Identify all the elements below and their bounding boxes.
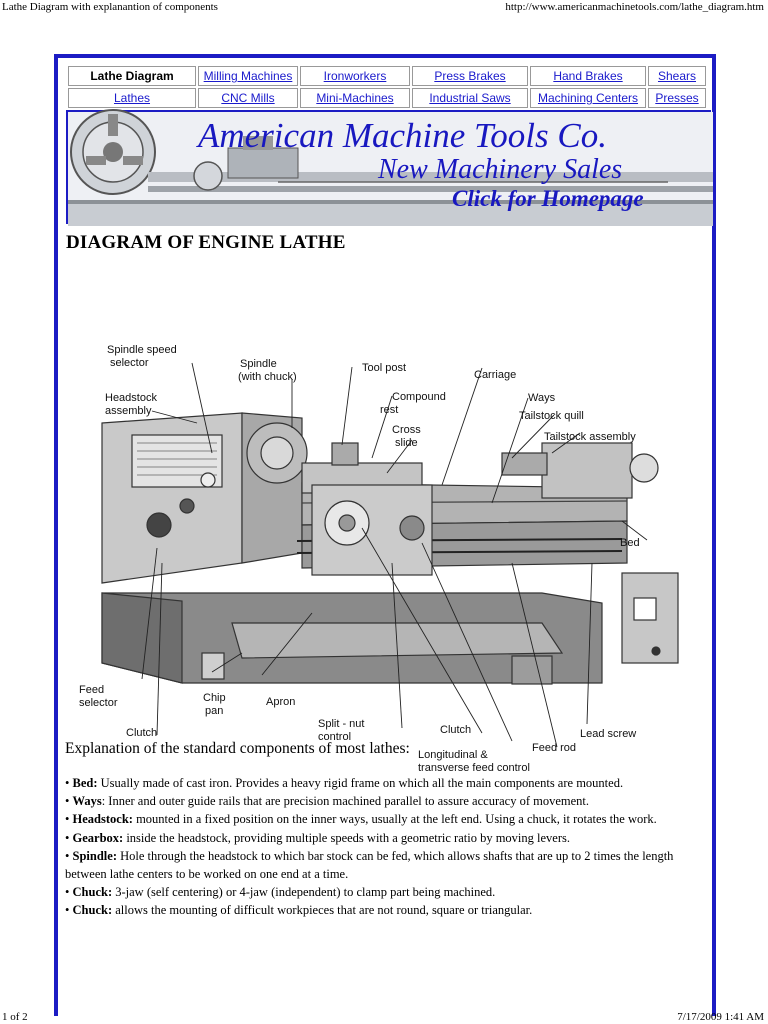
label-chip-pan-2: pan (205, 705, 224, 717)
component-desc: 3-jaw (self centering) or 4-jaw (independent) to clamp part being machined. (112, 885, 496, 900)
component-desc: : Inner and outer guide rails that are precision machined parallel to assure accuracy of movement. (101, 794, 590, 809)
component-desc: mounted in a fixed position on the inner ways, usually at the left end. Using a chuck, it rotates the work. (132, 812, 657, 827)
component-term: Gearbox: (72, 830, 124, 845)
label-compound-rest-1: Compound (392, 391, 446, 403)
print-header-url: http://www.americanmachinetools.com/lathe_diagram.htm (505, 1, 764, 13)
label-split-nut-2: control (318, 731, 352, 743)
nav-cell (530, 66, 646, 86)
label-chip-pan-1: Chip (203, 692, 226, 704)
component-item: • Headstock: mounted in a fixed position on the inner ways, usually at the left end. Using a chuck, it rotates the work. (65, 812, 657, 827)
label-feed-selector-1: Feed (79, 684, 105, 696)
label-spindle-1: Spindle (240, 358, 277, 370)
nav-link-industrial-saws[interactable]: Industrial Saws (429, 91, 511, 105)
nav-link-press-brakes[interactable]: Press Brakes (434, 69, 506, 83)
nav-cell (68, 88, 196, 108)
nav-link-ironworkers[interactable]: Ironworkers (323, 69, 387, 83)
nav-cell (300, 66, 410, 86)
label-tailstock-assembly: Tailstock assembly (544, 431, 636, 443)
nav-cell (412, 88, 528, 108)
component-desc: inside the headstock, providing multiple speeds with a geometric ratio by moving levers. (123, 830, 570, 845)
banner-tagline: New Machinery Sales (378, 154, 623, 185)
print-header-title: Lathe Diagram with explanantion of components (2, 1, 218, 13)
homepage-banner[interactable] (66, 110, 711, 224)
component-term: Ways (72, 794, 102, 809)
nav-link-machining-centers[interactable]: Machining Centers (537, 91, 639, 105)
banner-cta[interactable]: Click for Homepage (452, 186, 644, 211)
nav-link-lathes[interactable]: Lathes (113, 91, 151, 105)
label-ways: Ways (528, 392, 556, 404)
label-compound-rest-2: rest (380, 404, 399, 416)
nav-link-hand-brakes[interactable]: Hand Brakes (553, 69, 623, 83)
label-feed-rod: Feed rod (532, 742, 577, 754)
nav-cell (198, 66, 298, 86)
lathe-illustration (102, 413, 678, 684)
nav-cell (412, 66, 528, 86)
nav-cell (530, 88, 646, 108)
label-carriage: Carriage (474, 369, 517, 381)
component-term: Chuck: (72, 903, 113, 918)
nav-cell (648, 88, 706, 108)
nav-lathe-diagram: Lathe Diagram (68, 66, 196, 86)
explanation-heading: Explanation of the standard components of most lathes: (65, 740, 410, 757)
component-list (65, 774, 705, 920)
component-desc: Usually made of cast iron. Provides a heavy rigid frame on which all the main components are mounted. (97, 776, 624, 790)
nav-cell (300, 88, 410, 108)
label-split-nut-1: Split - nut (318, 718, 365, 730)
label-feed-selector-2: selector (79, 697, 118, 709)
label-bed: Bed (620, 537, 640, 549)
label-lead-screw: Lead screw (580, 728, 637, 740)
component-item: • Gearbox: inside the headstock, providing multiple speeds with a geometric ratio by moving levers. (65, 830, 570, 845)
component-item: • Spindle: Hole through the headstock to which bar stock can be fed, which allows shafts that are up to 2 times the length between lathe centers to be worked on one end at a time. (65, 848, 674, 882)
label-cross-slide-1: Cross (392, 424, 421, 436)
nav-link-shears[interactable]: Shears (657, 69, 697, 83)
label-headstock-1: Headstock (105, 392, 157, 404)
label-longitudinal-1: Longitudinal & (418, 749, 488, 761)
print-footer-page-count: 1 of 2 (2, 1011, 28, 1023)
nav-link-mini-machines[interactable]: Mini-Machines (316, 91, 394, 105)
component-term: Bed: (72, 776, 98, 790)
page-frame (54, 54, 716, 1016)
nav-link-cnc-mills[interactable]: CNC Mills (221, 91, 275, 105)
banner-company: American Machine Tools Co. (198, 116, 607, 155)
component-item: • Bed: Usually made of cast iron. Provides a heavy rigid frame on which all the main components are mounted. (65, 776, 624, 790)
nav-link-milling-machines[interactable]: Milling Machines (203, 69, 293, 83)
label-cross-slide-2: slide (395, 437, 418, 449)
nav-cell (648, 66, 706, 86)
label-longitudinal-2: transverse feed control (418, 762, 530, 774)
page-title: DIAGRAM OF ENGINE LATHE (66, 232, 346, 253)
label-clutch-left: Clutch (126, 727, 158, 739)
print-footer-timestamp: 7/17/2009 1:41 AM (677, 1011, 764, 1023)
label-spindle-speed-selector-1: Spindle speed (107, 344, 177, 356)
nav-cell (198, 88, 298, 108)
label-clutch-right: Clutch (440, 724, 472, 736)
label-spindle-speed-selector-2: selector (110, 357, 149, 369)
nav-link-presses[interactable]: Presses (655, 91, 699, 105)
component-item: • Chuck: 3-jaw (self centering) or 4-jaw (independent) to clamp part being machined. (65, 885, 496, 900)
component-item: • Ways: Inner and outer guide rails that are precision machined parallel to assure accuracy of movement. (65, 794, 590, 809)
label-tailstock-quill: Tailstock quill (519, 410, 584, 422)
component-term: Chuck: (72, 885, 113, 900)
label-tool-post: Tool post (362, 362, 407, 374)
component-desc: allows the mounting of difficult workpieces that are not round, square or triangular. (112, 903, 533, 918)
label-spindle-2: (with chuck) (238, 371, 297, 383)
component-desc: Hole through the headstock to which bar stock can be fed, which allows shafts that are up to 2 times the length between lathe centers to be worked on one end at a time. (65, 848, 674, 882)
component-term: Headstock: (72, 812, 133, 827)
component-item: • Chuck: allows the mounting of difficult workpieces that are not round, square or triangular. (65, 903, 533, 918)
nav-table (66, 64, 708, 110)
component-term: Spindle: (72, 848, 117, 863)
label-apron: Apron (266, 696, 296, 708)
label-headstock-2: assembly (105, 405, 152, 417)
